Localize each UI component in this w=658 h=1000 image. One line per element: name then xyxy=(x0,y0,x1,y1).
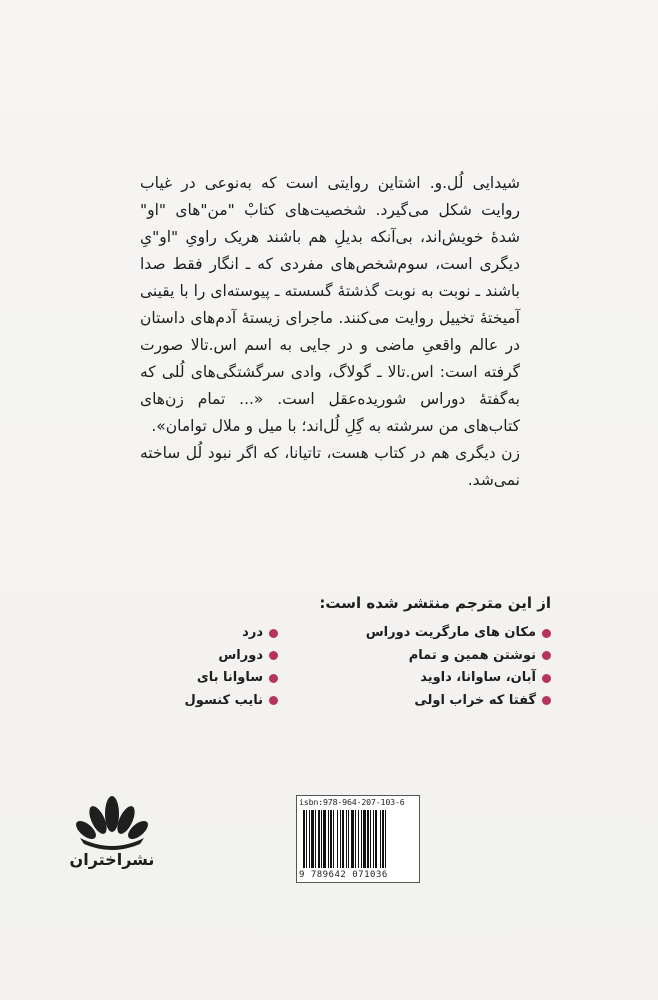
list-item xyxy=(185,645,278,668)
bullet-icon xyxy=(269,629,278,638)
publisher-name: نشراختران xyxy=(69,850,155,869)
book-title: مکان های مارگریت دوراس xyxy=(365,625,536,640)
blurb-paragraph-2: زن دیگری هم در کتاب هست، تاتیانا، که اگر نبود لُل ساخته نمی‌شد. xyxy=(140,444,520,489)
book-title: درد xyxy=(242,625,263,640)
bullet-icon xyxy=(269,651,278,660)
publications-list-right xyxy=(366,622,551,712)
list-item xyxy=(185,622,278,645)
bullet-icon xyxy=(269,696,278,705)
book-title: گفتا که خراب اولی xyxy=(414,692,536,708)
book-title: نوشتن همین و تمام xyxy=(408,647,536,663)
bullet-icon xyxy=(542,696,551,705)
blurb-text xyxy=(140,170,520,494)
list-item xyxy=(185,667,278,690)
book-title: آبان، ساوانا، داوید xyxy=(420,670,536,685)
bullet-icon xyxy=(269,674,278,683)
book-title: دوراس xyxy=(218,647,263,663)
bullet-icon xyxy=(542,674,551,683)
list-item xyxy=(366,690,551,713)
book-title: ساوانا بای xyxy=(196,670,263,685)
bullet-icon xyxy=(542,629,551,638)
book-title: نایب کنسول xyxy=(184,692,263,708)
barcode-bars xyxy=(303,810,413,868)
barcode xyxy=(296,795,420,883)
isbn-label: isbn:978-964-207-103-6 xyxy=(299,797,405,807)
publications-list-left xyxy=(185,622,278,712)
barcode-number: 9 789642 071036 xyxy=(299,870,388,880)
list-item xyxy=(185,690,278,713)
publications-title: از این مترجم منتشر شده است: xyxy=(319,594,551,612)
blurb-paragraph-1: شیدایی لُل.و. اشتاین روایتی است که به‌نوعی در غیاب روایت شکل می‌گیرد. شخصیت‌های کتابْ "من"های "او" شدهٔ خویش‌اند، بی‌آنکه بدیلِ هم باشند هریک راویِ "او"یِ دیگری است، سوم‌شخص‌های مفردی که ـ انگار فقط صدا باشند ـ نوبت به نوبت گذشتهٔ گسسته ـ پیوسته‌ای را با یقینی آمیختهٔ تخییل روایت می‌کنند. ماجرای زیستهٔ آدم‌های داستان در عالم واقعیِ ماضی و در جایی به اسم اس.تالا صورت گرفته است: اس.تالا ـ گولاگ، وادی سرگشتگی‌های لُلی که به‌گفتهٔ دوراس شوریده‌عقل است. «... تمام زن‌های کتاب‌های من سرشته به گِلِ لُل‌اند؛ با میل و ملال توامان». xyxy=(140,174,520,435)
lotus-logo-icon xyxy=(74,792,150,852)
bullet-icon xyxy=(542,651,551,660)
list-item xyxy=(366,622,551,645)
list-item xyxy=(366,667,551,690)
list-item xyxy=(366,645,551,668)
